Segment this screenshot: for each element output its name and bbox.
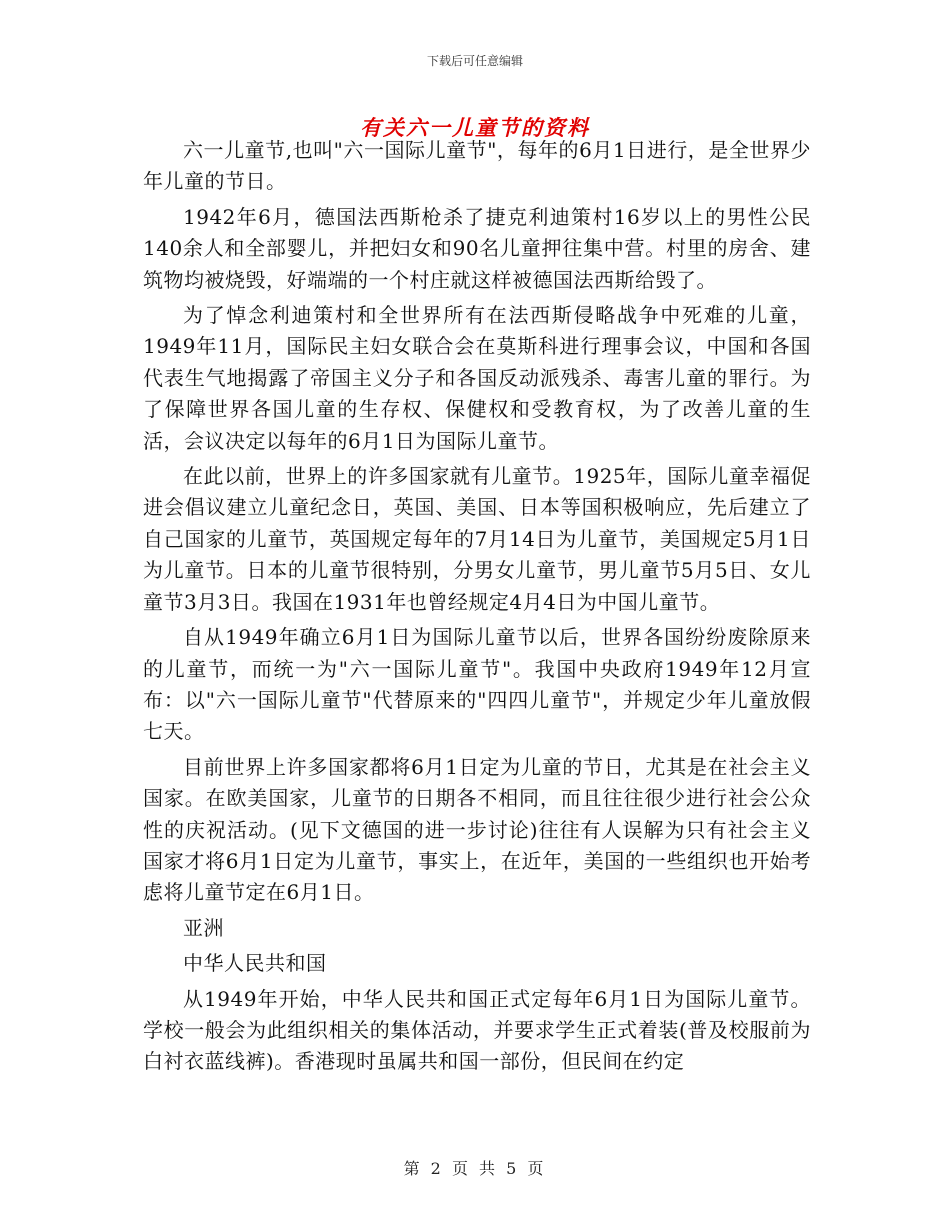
page-header-note: 下载后可任意编辑 — [426, 54, 523, 68]
page-number: 第 2 页 共 5 页 — [403, 1159, 547, 1178]
paragraph: 1942年6月，德国法西斯枪杀了捷克利迪策村16岁以上的男性公民140余人和全部婴儿，并把妇女和90名儿童押往集中营。村里的房舍、建筑物均被烧毁，好端端的一个村庄就这样被德国法西斯给毁了。 — [143, 204, 811, 292]
paragraph: 六一儿童节,也叫"六一国际儿童节"，每年的6月1日进行，是全世界少年儿童的节日。 — [143, 138, 811, 194]
paragraph: 为了悼念利迪策村和全世界所有在法西斯侵略战争中死难的儿童，1949年11月，国际民主妇女联合会在莫斯科进行理事会议，中国和各国代表生气地揭露了帝国主义分子和各国反动派残杀、毒害儿童的罪行。为了保障世界各国儿童的生存权、保健权和受教育权，为了改善儿童的生活，会议决定以每年的6月1日为国际儿童节。 — [143, 303, 811, 453]
paragraph: 从1949年开始，中华人民共和国正式定每年6月1日为国际儿童节。学校一般会为此组织相关的集体活动，并要求学生正式着装(普及校服前为白衬衣蓝线裤)。香港现时虽属共和国一部份，但民间在约定 — [143, 986, 811, 1074]
document-body — [143, 135, 811, 1078]
paragraph: 在此以前，世界上的许多国家就有儿童节。1925年，国际儿童幸福促进会倡议建立儿童纪念日，英国、美国、日本等国积极响应，先后建立了自己国家的儿童节，英国规定每年的7月14日为儿童节，美国规定5月1日为儿童节。日本的儿童节很特别，分男女儿童节，男儿童节5月5日、女儿童节3月3日。我国在1931年也曾经规定4月4日为中国儿童节。 — [143, 464, 811, 614]
paragraph: 自从1949年确立6月1日为国际儿童节以后，世界各国纷纷废除原来的儿童节，而统一为"六一国际儿童节"。我国中央政府1949年12月宣布：以"六一国际儿童节"代替原来的"四四儿童节"，并规定少年儿童放假七天。 — [143, 625, 811, 744]
section-heading-asia: 亚洲 — [183, 915, 224, 940]
paragraph: 目前世界上许多国家都将6月1日定为儿童的节日，尤其是在社会主义国家。在欧美国家，儿童节的日期各不相同，而且往往很少进行社会公众性的庆祝活动。(见下文德国的进一步讨论)往往有人误解为只有社会主义国家才将6月1日定为儿童节，事实上，在近年，美国的一些组织也开始考虑将儿童节定在6月1日。 — [143, 754, 811, 905]
document-title: 有关六一儿童节的资料 — [360, 116, 590, 140]
section-heading-prc: 中华人民共和国 — [183, 951, 327, 976]
